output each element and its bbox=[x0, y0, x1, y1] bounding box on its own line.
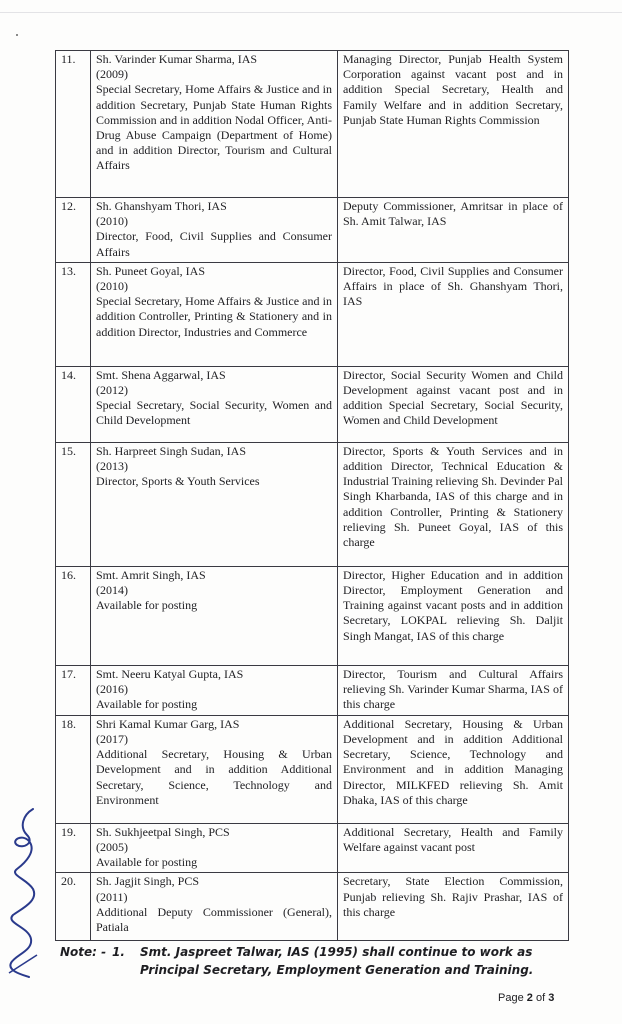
serial-number: 12. bbox=[56, 198, 91, 263]
page-number bbox=[498, 992, 554, 1004]
new-posting: Secretary, State Election Commission, Punjab relieving Sh. Rajiv Prashar, IAS of this charge bbox=[338, 873, 569, 941]
batch-year: (2014) bbox=[96, 583, 128, 598]
batch-year: (2010) bbox=[96, 279, 128, 294]
officer-cell bbox=[91, 823, 338, 873]
page-of-word: of bbox=[535, 992, 546, 1004]
officer-name: Sh. Harpreet Singh Sudan, IAS bbox=[96, 443, 246, 458]
table-row bbox=[56, 665, 569, 715]
table-row bbox=[56, 715, 569, 823]
officer-name: Shri Kamal Kumar Garg, IAS bbox=[96, 716, 240, 731]
current-assignment: Additional Deputy Commissioner (General), Patiala bbox=[96, 904, 332, 935]
officer-name: Sh. Sukhjeetpal Singh, PCS bbox=[96, 824, 230, 839]
serial-number: 20. bbox=[56, 873, 91, 941]
officer-cell bbox=[91, 873, 338, 941]
serial-number: 17. bbox=[56, 665, 91, 715]
table-row bbox=[56, 566, 569, 665]
serial-number: 16. bbox=[56, 566, 91, 665]
table-row bbox=[56, 873, 569, 941]
table-row bbox=[56, 262, 569, 366]
officer-name: Sh. Ghanshyam Thori, IAS bbox=[96, 199, 227, 213]
page-total: 3 bbox=[548, 992, 555, 1004]
batch-year: (2011) bbox=[96, 889, 128, 904]
batch-year: (2017) bbox=[96, 732, 128, 747]
officer-name: Sh. Varinder Kumar Sharma, IAS bbox=[96, 52, 258, 66]
current-assignment: Director, Sports & Youth Services bbox=[96, 474, 260, 489]
note-number: 1. bbox=[112, 945, 125, 959]
current-assignment: Special Secretary, Home Affairs & Justice and in addition Controller, Printing & Stationery and in addition Director, Industries and Commerce bbox=[96, 294, 332, 339]
batch-year: (2013) bbox=[96, 459, 128, 474]
serial-number: 19. bbox=[56, 823, 91, 873]
note-label: Note: - bbox=[60, 945, 107, 959]
batch-year: (2005) bbox=[96, 840, 128, 855]
new-posting: Managing Director, Punjab Health System Corporation against vacant post and in addition Special Secretary, Health and Family Welfare and in addition Secretary, Punjab State Human Rights Commission bbox=[338, 51, 569, 198]
new-posting: Director, Food, Civil Supplies and Consumer Affairs in place of Sh. Ghanshyam Thori, IAS bbox=[338, 262, 569, 366]
batch-year: (2012) bbox=[96, 383, 128, 398]
new-posting: Deputy Commissioner, Amritsar in place of Sh. Amit Talwar, IAS bbox=[338, 198, 569, 263]
page-current: 2 bbox=[526, 992, 533, 1004]
serial-number: 11. bbox=[56, 51, 91, 198]
new-posting: Additional Secretary, Health and Family Welfare against vacant post bbox=[338, 823, 569, 873]
serial-number: 18. bbox=[56, 715, 91, 823]
scan-top-line bbox=[0, 12, 622, 13]
officer-cell bbox=[91, 665, 338, 715]
current-assignment: Available for posting bbox=[96, 697, 198, 712]
new-posting: Director, Higher Education and in addition Director, Employment Generation and Training against vacant posts and in addition Secretary, LOKPAL relieving Sh. Daljit Singh Mangat, IAS of this charge bbox=[338, 566, 569, 665]
table-row bbox=[56, 442, 569, 566]
officer-cell bbox=[91, 198, 338, 263]
current-assignment: Special Secretary, Social Security, Women and Child Development bbox=[96, 398, 332, 428]
serial-number: 13. bbox=[56, 262, 91, 366]
batch-year: (2010) bbox=[96, 214, 128, 229]
page-word: Page bbox=[498, 992, 524, 1004]
batch-year: (2016) bbox=[96, 682, 128, 697]
current-assignment: Available for posting bbox=[96, 598, 198, 613]
handwritten-signature bbox=[3, 805, 43, 980]
current-assignment: Additional Secretary, Housing & Urban Development and in addition Additional Secretary, Science, Technology and Environment bbox=[96, 747, 332, 807]
new-posting: Director, Social Security Women and Child Development against vacant post and in addition Special Secretary, Social Security, Women and Child Development bbox=[338, 366, 569, 442]
officer-cell bbox=[91, 366, 338, 442]
officer-name: Smt. Shena Aggarwal, IAS bbox=[96, 367, 226, 382]
new-posting: Director, Sports & Youth Services and in addition Director, Technical Education & Industrial Training relieving Sh. Devinder Pal Singh Kharbanda, IAS of this charge and in addition Controller, Printing & Stationery relieving Sh. Puneet Goyal, IAS of this charge bbox=[338, 442, 569, 566]
officer-cell bbox=[91, 566, 338, 665]
note-text: Smt. Jaspreet Talwar, IAS (1995) shall continue to work as Principal Secretary, Employment Generation and Training. bbox=[140, 945, 534, 977]
officer-cell bbox=[91, 442, 338, 566]
current-assignment: Available for posting bbox=[96, 855, 198, 870]
transfer-orders-table bbox=[55, 50, 569, 941]
table-row bbox=[56, 51, 569, 198]
new-posting: Director, Tourism and Cultural Affairs relieving Sh. Varinder Kumar Sharma, IAS of this charge bbox=[338, 665, 569, 715]
officer-cell bbox=[91, 51, 338, 198]
officer-cell bbox=[91, 262, 338, 366]
officer-name: Smt. Neeru Katyal Gupta, IAS bbox=[96, 666, 244, 681]
officer-name: Sh. Puneet Goyal, IAS bbox=[96, 263, 205, 278]
table-row bbox=[56, 198, 569, 263]
serial-number: 14. bbox=[56, 366, 91, 442]
new-posting: Additional Secretary, Housing & Urban Development and in addition Additional Secretary, Science, Technology and Environment and in addition Managing Director, MILKFED relieving Sh. Amit Dhaka, IAS of this charge bbox=[338, 715, 569, 823]
batch-year: (2009) bbox=[96, 67, 128, 82]
officer-cell bbox=[91, 715, 338, 823]
table-row bbox=[56, 366, 569, 442]
table-body bbox=[56, 51, 569, 941]
officer-name: Smt. Amrit Singh, IAS bbox=[96, 567, 206, 582]
table-row bbox=[56, 823, 569, 873]
officer-name: Sh. Jagjit Singh, PCS bbox=[96, 874, 200, 889]
serial-number: 15. bbox=[56, 442, 91, 566]
current-assignment: Special Secretary, Home Affairs & Justice and in addition Secretary, Punjab State Human Rights Commission and in addition Nodal Officer, Anti-Drug Abuse Campaign (Department of Home) and in addition Director, Tourism and Cultural Affairs bbox=[96, 82, 332, 173]
scan-speck bbox=[16, 34, 18, 36]
current-assignment: Director, Food, Civil Supplies and Consumer Affairs bbox=[96, 229, 332, 259]
